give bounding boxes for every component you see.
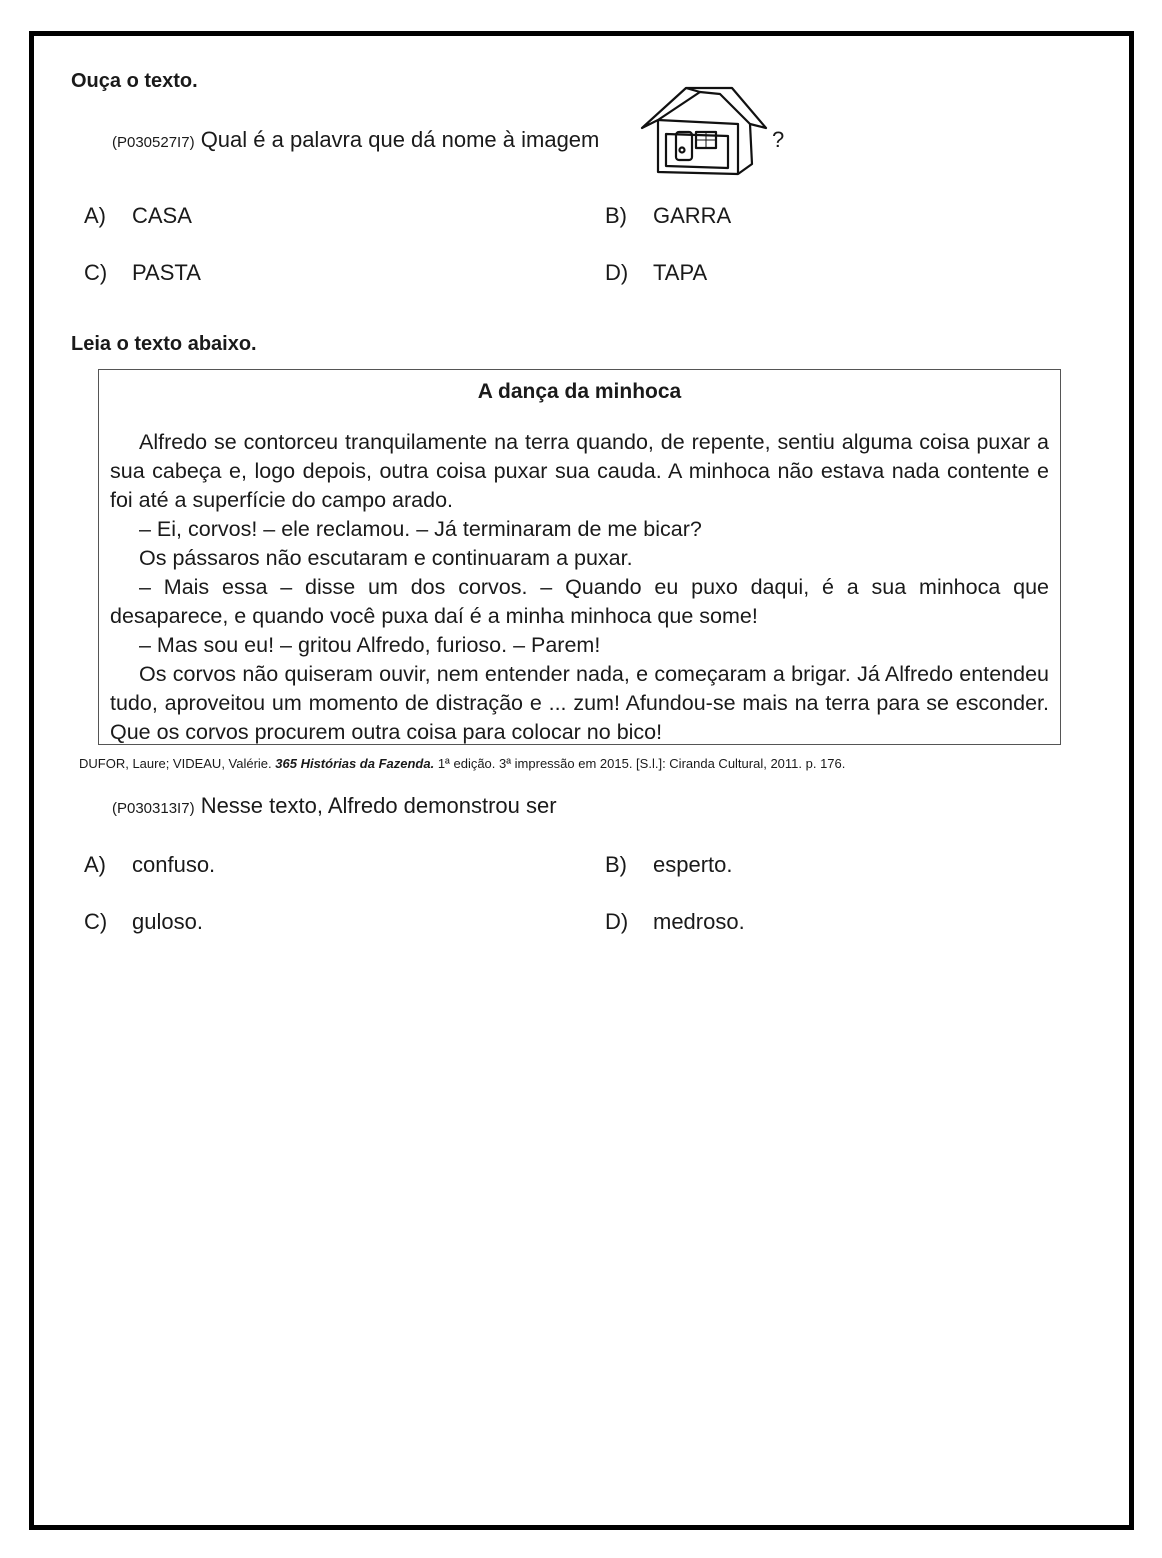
option-d[interactable] <box>605 260 707 286</box>
paragraph: Alfredo se contorceu tranquilamente na terra quando, de repente, sentiu alguma coisa puxar a sua cabeça e, logo depois, outra coisa puxar sua cauda. A minhoca não estava nada contente e foi até a superfície do campo arado. <box>110 430 1049 512</box>
question-2 <box>112 793 557 819</box>
option-d[interactable] <box>605 909 745 935</box>
option-letter: B) <box>605 203 627 228</box>
paragraph: – Mais essa – disse um dos corvos. – Quando eu puxo daqui, é a sua minhoca que desaparece, e quando você puxa daí é a minha minhoca que some! <box>110 575 1049 628</box>
option-text: TAPA <box>653 260 708 285</box>
citation-authors: DUFOR, Laure; VIDEAU, Valérie. <box>79 756 276 771</box>
option-a[interactable] <box>84 203 192 229</box>
question-1 <box>112 127 599 153</box>
question-mark: ? <box>772 127 785 152</box>
text-title: A dança da minhoca <box>477 380 682 403</box>
option-text: esperto. <box>653 852 733 877</box>
question-text: Nesse texto, Alfredo demonstrou ser <box>200 793 557 818</box>
citation-title: 365 Histórias da Fazenda. <box>275 756 435 771</box>
option-a[interactable] <box>84 852 215 878</box>
option-letter: C) <box>84 260 108 285</box>
instruction-listen: Ouça o texto. <box>71 70 198 92</box>
question-code: (P030313I7) <box>112 800 195 817</box>
option-text: CASA <box>132 203 192 228</box>
citation <box>79 756 845 771</box>
citation-details: 1ª edição. 3ª impressão em 2015. [S.l.]: Ciranda Cultural, 2011. p. 176. <box>434 756 846 771</box>
option-text: medroso. <box>653 909 745 934</box>
option-text: GARRA <box>653 203 732 228</box>
option-text: guloso. <box>132 909 203 934</box>
option-text: PASTA <box>132 260 201 285</box>
option-letter: A) <box>84 852 106 877</box>
text-body <box>99 428 1060 747</box>
page-frame <box>29 31 1134 1530</box>
paragraph: Os corvos não quiseram ouvir, nem entender nada, e começaram a brigar. Já Alfredo entendeu tudo, aproveitou um momento de distração e ... zum! Afundou-se mais na terra para se esconder. Que os corvos procurem outra coisa para colocar no bico! <box>110 662 1049 744</box>
question-code: (P030527I7) <box>112 134 195 151</box>
instruction-read: Leia o texto abaixo. <box>71 333 257 355</box>
paragraph: – Ei, corvos! – ele reclamou. – Já terminaram de me bicar? <box>139 517 702 541</box>
option-b[interactable] <box>605 203 731 229</box>
option-text: confuso. <box>132 852 216 877</box>
house-icon <box>638 84 768 180</box>
option-letter: C) <box>84 909 108 934</box>
question-text: Qual é a palavra que dá nome à imagem <box>200 127 600 152</box>
option-c[interactable] <box>84 260 201 286</box>
option-letter: D) <box>605 909 629 934</box>
option-b[interactable] <box>605 852 733 878</box>
paragraph: Os pássaros não escutaram e continuaram a puxar. <box>139 546 633 570</box>
text-box <box>98 369 1061 745</box>
option-letter: D) <box>605 260 629 285</box>
option-letter: A) <box>84 203 106 228</box>
paragraph: – Mas sou eu! – gritou Alfredo, furioso. – Parem! <box>139 633 601 657</box>
option-letter: B) <box>605 852 627 877</box>
option-c[interactable] <box>84 909 203 935</box>
